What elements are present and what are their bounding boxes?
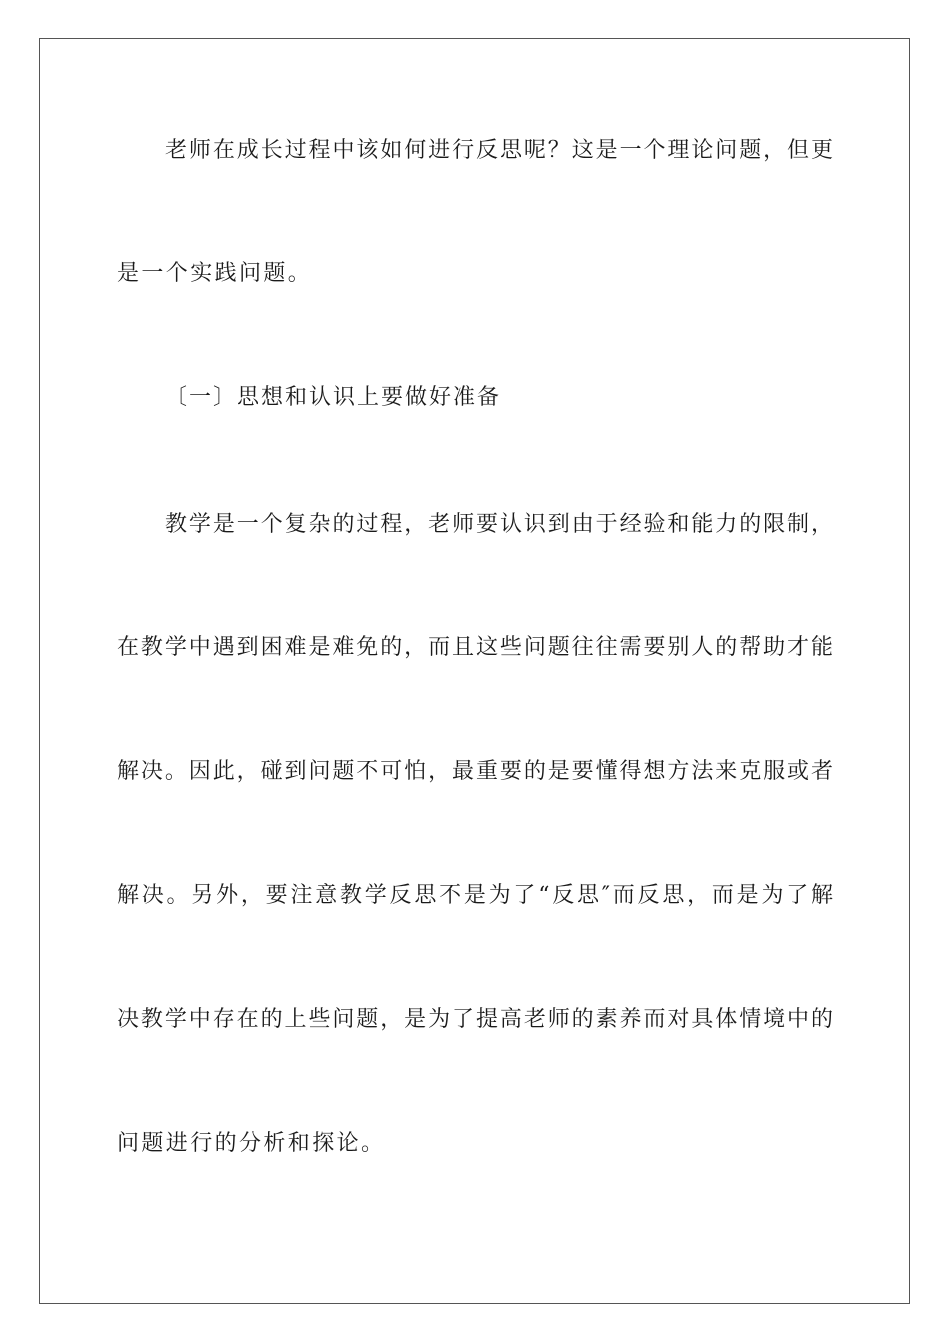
paragraph-2-line-6: 问题进行的分析和探论。 xyxy=(117,1131,386,1156)
paragraph-1-line-2: 是一个实践问题。 xyxy=(117,261,313,286)
paragraph-2-line-2: 在教学中遇到困难是难免的，而且这些问题往往需要别人的帮助才能 xyxy=(117,635,833,660)
paragraph-2-line-4: 解决。另外，要注意教学反思不是为了“反思″而反思，而是为了解 xyxy=(117,883,833,908)
page-border xyxy=(39,38,910,1304)
section-heading: 〔一〕思想和认识上要做好准备 xyxy=(165,385,502,410)
paragraph-1-line-1: 老师在成长过程中该如何进行反思呢？这是一个理论问题，但更 xyxy=(165,138,833,163)
paragraph-2-line-1: 教学是一个复杂的过程，老师要认识到由于经验和能力的限制， xyxy=(165,512,833,537)
paragraph-2-line-3: 解决。因此，碰到问题不可怕，最重要的是要懂得想方法来克服或者 xyxy=(117,759,833,784)
paragraph-2-line-5: 决教学中存在的上些问题，是为了提高老师的素养而对具体情境中的 xyxy=(117,1007,833,1032)
